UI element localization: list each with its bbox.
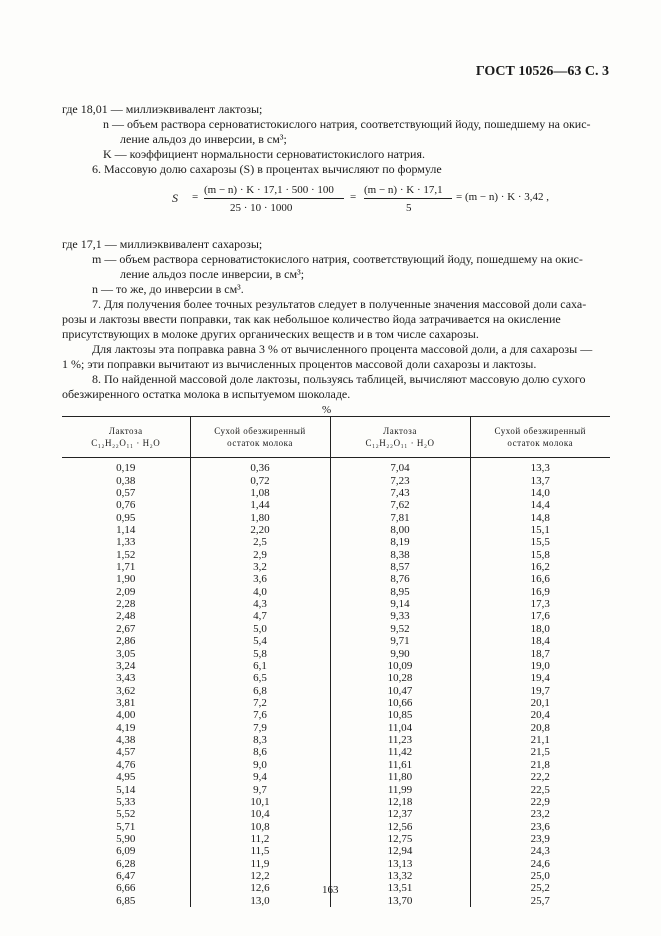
table-cell: 3,6: [190, 573, 330, 585]
text-line: розы и лактозы ввести поправки, так как небольшое количество йода затрачивается на окисление: [62, 312, 561, 326]
formula-denominator: 25 · 10 · 1000: [230, 202, 293, 214]
text-line: K — коэффициент нормальности серноватистокислого натрия.: [103, 147, 425, 161]
table-cell: 9,7: [190, 783, 330, 795]
table-cell: 9,33: [330, 610, 470, 622]
table-row: [62, 458, 610, 475]
table-cell: 21,5: [470, 746, 610, 758]
table-cell: 2,48: [116, 610, 136, 623]
table-cell: 14,0: [470, 487, 610, 499]
table-row: [62, 672, 610, 684]
formula: [170, 182, 550, 216]
fraction-line: [204, 198, 344, 199]
table-cell: 1,80: [190, 511, 330, 523]
table-cell: 2,5: [190, 536, 330, 548]
text-line: n — то же, до инверсии в см³.: [92, 282, 244, 296]
table-cell: 11,23: [330, 734, 470, 746]
table-cell: 2,09: [116, 585, 136, 598]
table-cell: 8,00: [330, 524, 470, 536]
table-cell: 4,3: [190, 598, 330, 610]
table-cell: 13,0: [190, 895, 330, 907]
table-cell: 0,95: [116, 511, 136, 524]
data-table: [62, 416, 610, 907]
table-cell: 11,5: [190, 845, 330, 857]
table-cell: 25,2: [470, 882, 610, 894]
table-cell: 11,2: [190, 833, 330, 845]
table-cell: 7,62: [330, 499, 470, 511]
table-cell: 5,8: [190, 647, 330, 659]
table-cell: 2,28: [116, 598, 136, 611]
table-cell: 5,4: [190, 635, 330, 647]
table-cell: 8,6: [190, 746, 330, 758]
table-cell: 4,57: [116, 746, 136, 759]
table-row: [62, 722, 610, 734]
table-row: [62, 796, 610, 808]
header-lactose: Лактоза C₁₂H₂₂O₁₁ · H₂O: [330, 417, 470, 458]
table-cell: 2,20: [190, 524, 330, 536]
table-cell: 8,95: [330, 586, 470, 598]
table-row: [62, 635, 610, 647]
table-cell: 10,09: [330, 660, 470, 672]
table-cell: 7,9: [190, 722, 330, 734]
table-row: [62, 573, 610, 585]
table-cell: 9,0: [190, 759, 330, 771]
table-cell: 8,38: [330, 549, 470, 561]
table-cell: 25,0: [470, 870, 610, 882]
table-cell: 23,6: [470, 820, 610, 832]
table-cell: 6,1: [190, 660, 330, 672]
table-unit: %: [322, 404, 332, 416]
table-cell: 1,08: [190, 487, 330, 499]
table-cell: 14,8: [470, 511, 610, 523]
table-cell: 1,52: [116, 548, 136, 561]
table-row: [62, 697, 610, 709]
table-cell: 3,81: [116, 697, 136, 709]
table-cell: 11,80: [330, 771, 470, 783]
page-number: 163: [322, 884, 339, 896]
table-cell: 10,8: [190, 820, 330, 832]
table-cell: 5,52: [116, 808, 136, 821]
table-cell: 22,2: [470, 771, 610, 783]
table-row: [62, 511, 610, 523]
formula-eq: =: [350, 191, 357, 203]
table-cell: 10,4: [190, 808, 330, 820]
table-cell: 20,4: [470, 709, 610, 721]
table-cell: 3,24: [116, 659, 136, 672]
table-row: [62, 487, 610, 499]
table-cell: 6,09: [116, 845, 136, 858]
table-cell: 8,3: [190, 734, 330, 746]
table-cell: 16,9: [470, 586, 610, 598]
table-cell: 12,37: [330, 808, 470, 820]
table-cell: 5,33: [116, 795, 136, 808]
table-cell: 1,90: [116, 573, 136, 586]
table-cell: 12,2: [190, 870, 330, 882]
table-cell: 4,95: [116, 771, 136, 784]
header-lactose: Лактоза C₁₂H₂₂O₁₁ · H₂O: [62, 417, 190, 458]
table-cell: 10,47: [330, 684, 470, 696]
table-row: [62, 647, 610, 659]
table-cell: 21,1: [470, 734, 610, 746]
table-cell: 23,2: [470, 808, 610, 820]
table-cell: 9,52: [330, 623, 470, 635]
table-row: [62, 783, 610, 795]
text-line: 6. Массовую долю сахарозы (S) в процентах вычисляют по формуле: [92, 162, 442, 176]
formula-lhs: S: [172, 191, 178, 205]
table-cell: 6,8: [190, 684, 330, 696]
text-line: 7. Для получения более точных результатов следует в полученные значения массовой доли саха-: [92, 297, 587, 311]
table-row: [62, 561, 610, 573]
table-row: [62, 524, 610, 536]
text-line: где 17,1 — миллиэквивалент сахарозы;: [62, 237, 263, 251]
table-cell: 7,81: [330, 511, 470, 523]
text-line: обезжиренного остатка молока в испытуемом шоколаде.: [62, 387, 351, 401]
table-cell: 13,70: [330, 895, 470, 907]
text-line: ление альдоз до инверсии, в см³;: [120, 132, 287, 146]
table-cell: 6,66: [116, 882, 136, 895]
table-row: [62, 746, 610, 758]
table-cell: 3,43: [116, 672, 136, 685]
table-cell: 7,2: [190, 697, 330, 709]
table-row: [62, 610, 610, 622]
table-row: [62, 598, 610, 610]
table-row: [62, 771, 610, 783]
table-cell: 19,7: [470, 684, 610, 696]
table-cell: 12,56: [330, 820, 470, 832]
table-cell: 9,71: [330, 635, 470, 647]
table-cell: 4,0: [190, 586, 330, 598]
table-cell: 22,9: [470, 796, 610, 808]
table-cell: 4,76: [116, 758, 136, 771]
table-row: [62, 586, 610, 598]
table-cell: 7,23: [330, 474, 470, 486]
table-cell: 11,99: [330, 783, 470, 795]
formula-numerator: (m − n) · K · 17,1 · 500 · 100: [204, 184, 334, 196]
table-cell: 13,3: [470, 458, 610, 475]
text-line: 1 %; эти поправки вычитают из вычисленных процентов массовой доли сахарозы и лактозы.: [62, 357, 537, 371]
table-cell: 8,76: [330, 573, 470, 585]
table-row: [62, 549, 610, 561]
table-row: [62, 845, 610, 857]
table-cell: 6,5: [190, 672, 330, 684]
header-dry-residue: Сухой обезжиренный остаток молока: [470, 417, 610, 458]
table-cell: 9,90: [330, 647, 470, 659]
formula-numerator: (m − n) · K · 17,1: [364, 184, 443, 196]
header-dry-residue: Сухой обезжиренный остаток молока: [190, 417, 330, 458]
table-cell: 5,90: [116, 832, 136, 845]
fraction-line: [364, 198, 452, 199]
table-cell: 13,51: [330, 882, 470, 894]
table-row: [62, 858, 610, 870]
table-row: [62, 870, 610, 882]
table-cell: 22,5: [470, 783, 610, 795]
table-cell: 15,1: [470, 524, 610, 536]
table-row: [62, 759, 610, 771]
table-cell: 17,3: [470, 598, 610, 610]
table-cell: 8,57: [330, 561, 470, 573]
table-cell: 19,4: [470, 672, 610, 684]
table-cell: 16,6: [470, 573, 610, 585]
table-cell: 24,6: [470, 858, 610, 870]
table-cell: 23,9: [470, 833, 610, 845]
table-cell: 6,47: [116, 870, 136, 883]
table-cell: 0,72: [190, 474, 330, 486]
table-cell: 25,7: [470, 895, 610, 907]
table-cell: 1,14: [116, 523, 136, 536]
table-cell: 19,0: [470, 660, 610, 672]
table-cell: 1,71: [116, 561, 136, 574]
table-cell: 4,7: [190, 610, 330, 622]
table-header-row: [62, 417, 610, 458]
table-cell: 13,7: [470, 474, 610, 486]
table-row: [62, 623, 610, 635]
table-cell: 3,2: [190, 561, 330, 573]
table-row: [62, 833, 610, 845]
table-cell: 0,57: [116, 486, 136, 499]
table-cell: 0,19: [116, 462, 136, 475]
table-row: [62, 536, 610, 548]
table-cell: 15,5: [470, 536, 610, 548]
text-line: где 18,01 — миллиэквивалент лактозы;: [62, 102, 263, 116]
table-cell: 12,94: [330, 845, 470, 857]
table-row: [62, 709, 610, 721]
table-row: [62, 734, 610, 746]
table-cell: 16,2: [470, 561, 610, 573]
table-cell: 2,9: [190, 549, 330, 561]
table-cell: 7,6: [190, 709, 330, 721]
table-cell: 13,32: [330, 870, 470, 882]
table-cell: 18,4: [470, 635, 610, 647]
table-cell: 5,71: [116, 820, 136, 833]
table-cell: 2,67: [116, 622, 136, 635]
table-cell: 6,28: [116, 857, 136, 870]
text-line: присутствующих в молоке других органических веществ и в том числе сахарозы.: [62, 327, 479, 341]
table-cell: 7,04: [330, 458, 470, 475]
table-cell: 14,4: [470, 499, 610, 511]
table-cell: 0,36: [190, 458, 330, 475]
table-cell: 1,33: [116, 536, 136, 549]
table-cell: 17,6: [470, 610, 610, 622]
table-row: [62, 895, 610, 907]
text-line: 8. По найденной массовой доле лактозы, пользуясь таблицей, вычисляют массовую долю сухого: [92, 372, 586, 386]
table-cell: 5,14: [116, 783, 136, 796]
table-cell: 4,00: [116, 709, 136, 722]
table-row: [62, 474, 610, 486]
table-cell: 6,85: [116, 894, 136, 907]
table-cell: 21,8: [470, 759, 610, 771]
formula-denominator: 5: [406, 202, 412, 214]
table-cell: 4,19: [116, 721, 136, 734]
text-line: n — объем раствора серноватистокислого натрия, соответствующий йоду, пошедшему на окис-: [103, 117, 591, 131]
table-cell: 1,44: [190, 499, 330, 511]
table-row: [62, 808, 610, 820]
table-cell: 9,14: [330, 598, 470, 610]
table-cell: 0,76: [116, 499, 136, 512]
table-cell: 2,86: [116, 635, 136, 648]
table-cell: 10,28: [330, 672, 470, 684]
table-cell: 20,8: [470, 722, 610, 734]
text-line: Для лактозы эта поправка равна 3 % от вычисленного процента массовой доли, а для сахарозы —: [92, 342, 593, 356]
table-cell: 8,19: [330, 536, 470, 548]
table-cell: 10,66: [330, 697, 470, 709]
table-row: [62, 660, 610, 672]
table-body: [62, 458, 610, 907]
table-cell: 15,8: [470, 549, 610, 561]
table-row: [62, 820, 610, 832]
table-cell: 12,18: [330, 796, 470, 808]
table-cell: 9,4: [190, 771, 330, 783]
table-cell: 13,13: [330, 858, 470, 870]
table-cell: 3,62: [116, 684, 136, 697]
table-row: [62, 499, 610, 511]
table-cell: 10,1: [190, 796, 330, 808]
table-cell: 20,1: [470, 697, 610, 709]
table-cell: 4,38: [116, 734, 136, 747]
table-cell: 5,0: [190, 623, 330, 635]
text-line: ление альдоз после инверсии, в см³;: [120, 267, 305, 281]
table-cell: 18,7: [470, 647, 610, 659]
text-line: m — объем раствора серноватистокислого натрия, соответствующий йоду, пошедшему на окис-: [92, 252, 583, 266]
table-cell: 7,43: [330, 487, 470, 499]
formula-rhs: = (m − n) · K · 3,42 ,: [456, 191, 550, 203]
table-cell: 0,38: [116, 474, 136, 487]
table-cell: 18,0: [470, 623, 610, 635]
table-cell: 11,04: [330, 722, 470, 734]
page-header: ГОСТ 10526—63 С. 3: [475, 64, 609, 79]
table-cell: 11,42: [330, 746, 470, 758]
table-cell: 11,61: [330, 759, 470, 771]
table-cell: 12,6: [190, 882, 330, 894]
table-cell: 10,85: [330, 709, 470, 721]
table-cell: 11,9: [190, 858, 330, 870]
table-row: [62, 684, 610, 696]
table-cell: 3,05: [116, 647, 136, 660]
table-cell: 24,3: [470, 845, 610, 857]
table-cell: 12,75: [330, 833, 470, 845]
formula-eq: =: [192, 191, 199, 203]
